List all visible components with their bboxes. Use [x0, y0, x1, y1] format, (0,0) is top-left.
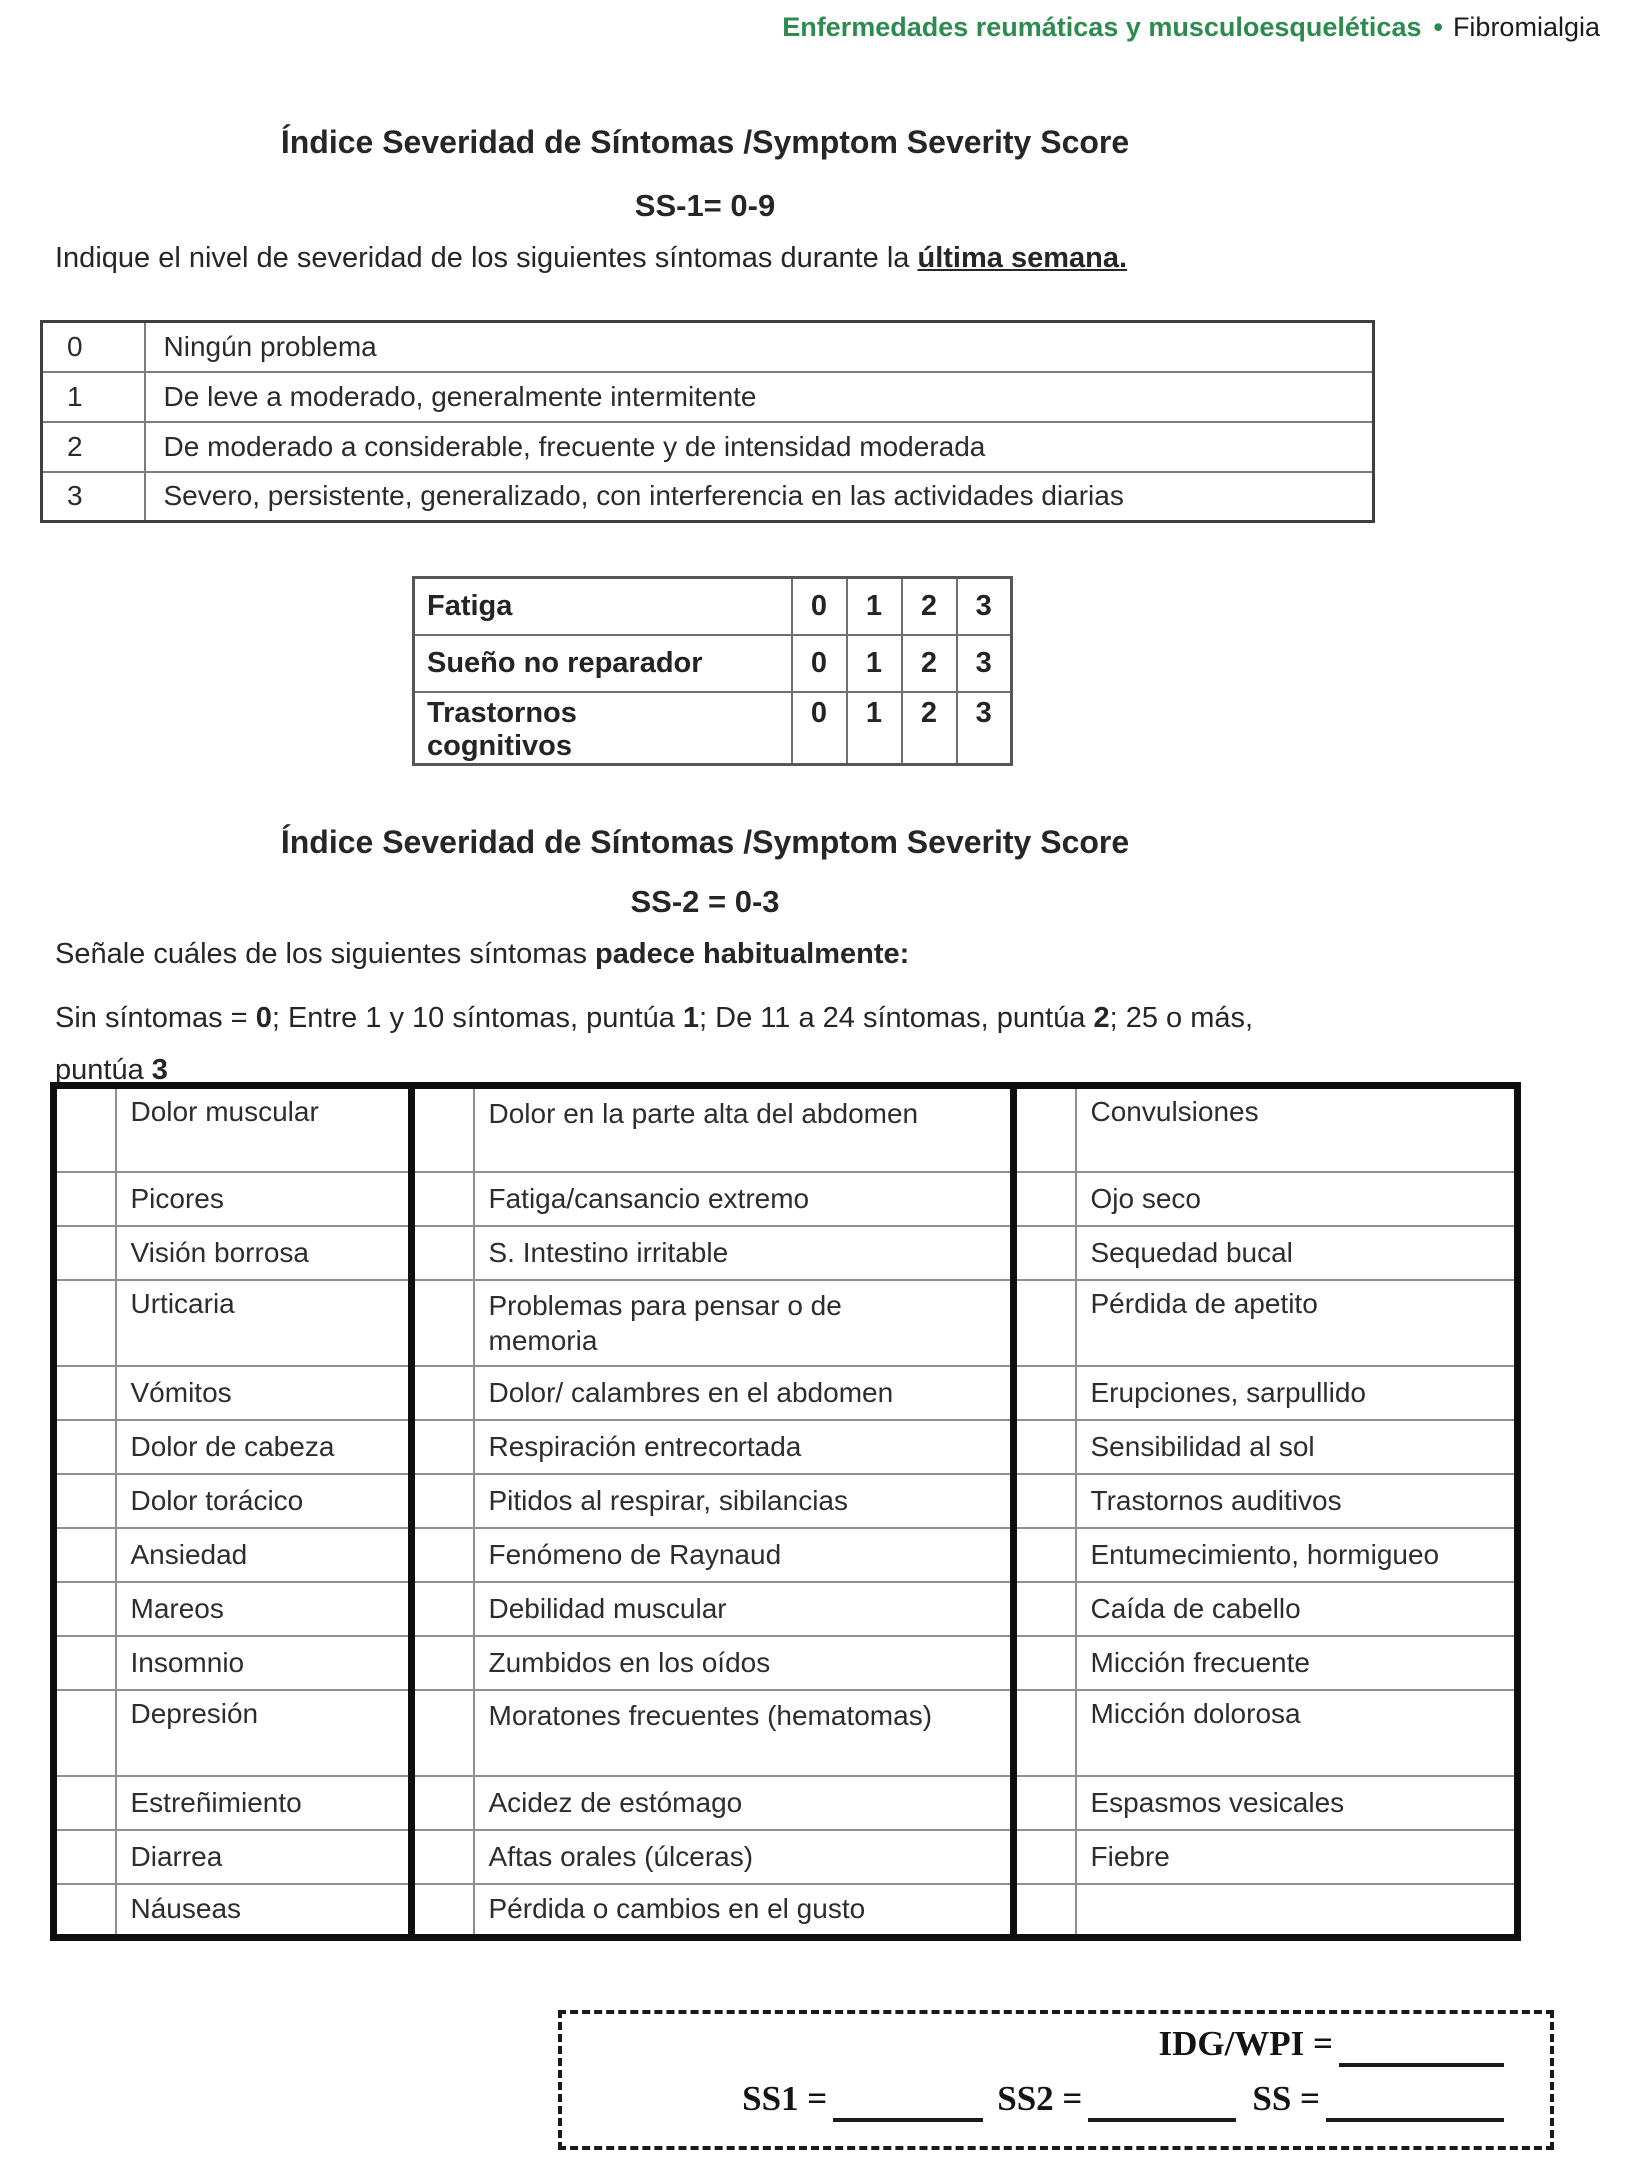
legend-description: De leve a moderado, generalmente intermitente	[145, 372, 1374, 422]
symptom-label: Micción dolorosa	[1076, 1690, 1518, 1776]
ss1-option-1[interactable]: 1	[847, 635, 902, 692]
ss1-row	[414, 578, 1012, 635]
legend-score: 3	[42, 472, 145, 522]
ss1-option-0[interactable]: 0	[792, 578, 847, 635]
checkbox-cell[interactable]	[54, 1636, 116, 1690]
header-topic: Fibromialgia	[1452, 12, 1600, 42]
checkbox-cell[interactable]	[1014, 1528, 1076, 1582]
instruction-text: Indique el nivel de severidad de los siguientes síntomas durante la	[55, 242, 918, 274]
symptom-label: Moratones frecuentes (hematomas)	[474, 1690, 1014, 1776]
legend-row	[42, 322, 1374, 372]
checklist-row	[54, 1226, 1518, 1280]
checklist-row	[54, 1366, 1518, 1420]
checkbox-cell[interactable]	[54, 1582, 116, 1636]
symptom-label: Respiración entrecortada	[474, 1420, 1014, 1474]
section1-subtitle: SS-1= 0-9	[634, 188, 776, 223]
symptom-label: Pérdida o cambios en el gusto	[474, 1884, 1014, 1938]
symptom-checklist-table	[50, 1082, 1521, 1941]
checkbox-cell[interactable]	[54, 1366, 116, 1420]
symptom-label: Sequedad bucal	[1076, 1226, 1518, 1280]
checklist-row	[54, 1830, 1518, 1884]
checkbox-cell[interactable]	[54, 1420, 116, 1474]
ss1-option-3[interactable]: 3	[957, 692, 1012, 765]
symptom-label: Aftas orales (úlceras)	[474, 1830, 1014, 1884]
symptom-label	[1076, 1884, 1518, 1938]
checklist-row	[54, 1420, 1518, 1474]
symptom-label: Fenómeno de Raynaud	[474, 1528, 1014, 1582]
section2-instruction-1: Señale cuáles de los siguientes síntomas padece habitualmente:	[55, 938, 910, 970]
symptom-label: S. Intestino irritable	[474, 1226, 1014, 1280]
symptom-label: Ansiedad	[116, 1528, 412, 1582]
checkbox-cell[interactable]	[412, 1636, 474, 1690]
ss1-symptom-label: Sueño no reparador	[414, 635, 792, 692]
idg-blank-field[interactable]	[1339, 2037, 1504, 2067]
checkbox-cell[interactable]	[412, 1528, 474, 1582]
symptom-label: Trastornos auditivos	[1076, 1474, 1518, 1528]
ss2-blank-field[interactable]	[1088, 2092, 1236, 2122]
ss1-option-3[interactable]: 3	[957, 635, 1012, 692]
checkbox-cell[interactable]	[1014, 1280, 1076, 1366]
symptom-label: Dolor muscular	[116, 1086, 412, 1172]
checkbox-cell[interactable]	[412, 1884, 474, 1938]
checkbox-cell[interactable]	[54, 1172, 116, 1226]
checkbox-cell[interactable]	[412, 1830, 474, 1884]
checklist-row	[54, 1280, 1518, 1366]
symptom-label: Entumecimiento, hormigueo	[1076, 1528, 1518, 1582]
ss1-option-0[interactable]: 0	[792, 692, 847, 765]
legend-description: De moderado a considerable, frecuente y de intensidad moderada	[145, 422, 1374, 472]
checkbox-cell[interactable]	[54, 1086, 116, 1172]
ss1-option-1[interactable]: 1	[847, 578, 902, 635]
checkbox-cell[interactable]	[412, 1366, 474, 1420]
symptom-label: Micción frecuente	[1076, 1636, 1518, 1690]
checklist-row	[54, 1474, 1518, 1528]
legend-description: Ningún problema	[145, 322, 1374, 372]
ss1-option-2[interactable]: 2	[902, 692, 957, 765]
page-header	[782, 12, 1600, 43]
checkbox-cell[interactable]	[1014, 1830, 1076, 1884]
symptom-label: Dolor de cabeza	[116, 1420, 412, 1474]
legend-score: 0	[42, 322, 145, 372]
ss1-option-2[interactable]: 2	[902, 578, 957, 635]
checklist-row	[54, 1636, 1518, 1690]
checklist-row	[54, 1690, 1518, 1776]
symptom-label: Convulsiones	[1076, 1086, 1518, 1172]
ss2-label: SS2 =	[997, 2079, 1083, 2118]
symptom-label: Picores	[116, 1172, 412, 1226]
checkbox-cell[interactable]	[1014, 1884, 1076, 1938]
legend-row	[42, 472, 1374, 522]
symptom-label: Fiebre	[1076, 1830, 1518, 1884]
ss1-option-1[interactable]: 1	[847, 692, 902, 765]
checklist-row	[54, 1086, 1518, 1172]
checklist-row	[54, 1776, 1518, 1830]
checkbox-cell[interactable]	[54, 1690, 116, 1776]
checkbox-cell[interactable]	[54, 1528, 116, 1582]
ss-blank-field[interactable]	[1326, 2092, 1504, 2122]
severity-legend-table	[40, 320, 1375, 523]
symptom-label: Problemas para pensar o de memoria	[474, 1280, 1014, 1366]
checkbox-cell[interactable]	[54, 1280, 116, 1366]
ss1-option-3[interactable]: 3	[957, 578, 1012, 635]
symptom-label: Náuseas	[116, 1884, 412, 1938]
checkbox-cell[interactable]	[54, 1830, 116, 1884]
legend-row	[42, 372, 1374, 422]
section1-title: Índice Severidad de Síntomas /Symptom Severity Score	[280, 124, 1130, 160]
checkbox-cell[interactable]	[54, 1226, 116, 1280]
checkbox-cell[interactable]	[412, 1172, 474, 1226]
section2-subtitle: SS-2 = 0-3	[630, 884, 780, 919]
symptom-label: Espasmos vesicales	[1076, 1776, 1518, 1830]
checkbox-cell[interactable]	[1014, 1226, 1076, 1280]
checkbox-cell[interactable]	[54, 1474, 116, 1528]
checkbox-cell[interactable]	[412, 1474, 474, 1528]
checkbox-cell[interactable]	[1014, 1636, 1076, 1690]
symptom-label: Dolor/ calambres en el abdomen	[474, 1366, 1014, 1420]
legend-score: 2	[42, 422, 145, 472]
symptom-label: Dolor en la parte alta del abdomen	[474, 1086, 1014, 1172]
checkbox-cell[interactable]	[412, 1226, 474, 1280]
checkbox-cell[interactable]	[54, 1884, 116, 1938]
checkbox-cell[interactable]	[1014, 1366, 1076, 1420]
section2-instruction-2: Sin síntomas = 0; Entre 1 y 10 síntomas, puntúa 1; De 11 a 24 síntomas, puntúa 2; 25 o más, puntúa 3	[55, 1002, 1254, 1086]
header-category: Enfermedades reumáticas y musculoesqueléticas	[782, 12, 1422, 42]
checkbox-cell[interactable]	[54, 1776, 116, 1830]
checkbox-cell[interactable]	[412, 1420, 474, 1474]
symptom-label: Fatiga/cansancio extremo	[474, 1172, 1014, 1226]
checkbox-cell[interactable]	[412, 1280, 474, 1366]
ss-label: SS =	[1252, 2079, 1320, 2118]
symptom-label: Erupciones, sarpullido	[1076, 1366, 1518, 1420]
checkbox-cell[interactable]	[412, 1690, 474, 1776]
symptom-label: Sensibilidad al sol	[1076, 1420, 1518, 1474]
symptom-label: Estreñimiento	[116, 1776, 412, 1830]
ss1-label: SS1 =	[742, 2079, 828, 2118]
symptom-label: Mareos	[116, 1582, 412, 1636]
checkbox-cell[interactable]	[1014, 1776, 1076, 1830]
idg-row	[562, 2024, 1510, 2067]
symptom-label: Ojo seco	[1076, 1172, 1518, 1226]
instruction-emphasis: última semana.	[917, 242, 1128, 274]
legend-description: Severo, persistente, generalizado, con interferencia en las actividades diarias	[145, 472, 1374, 522]
symptom-label: Vómitos	[116, 1366, 412, 1420]
ss1-row	[414, 692, 1012, 765]
checklist-row	[54, 1528, 1518, 1582]
checkbox-cell[interactable]	[412, 1582, 474, 1636]
symptom-label: Urticaria	[116, 1280, 412, 1366]
checkbox-cell[interactable]	[412, 1776, 474, 1830]
checklist-row	[54, 1582, 1518, 1636]
legend-score: 1	[42, 372, 145, 422]
checkbox-cell[interactable]	[1014, 1582, 1076, 1636]
symptom-label: Depresión	[116, 1690, 412, 1776]
symptom-label: Visión borrosa	[116, 1226, 412, 1280]
symptom-label: Acidez de estómago	[474, 1776, 1014, 1830]
symptom-label: Zumbidos en los oídos	[474, 1636, 1014, 1690]
checkbox-cell[interactable]	[412, 1086, 474, 1172]
section1-instruction	[55, 242, 1127, 275]
section2-title: Índice Severidad de Síntomas /Symptom Severity Score	[280, 824, 1130, 860]
ss1-row	[414, 635, 1012, 692]
checklist-row	[54, 1884, 1518, 1938]
symptom-label: Pitidos al respirar, sibilancias	[474, 1474, 1014, 1528]
checkbox-cell[interactable]	[1014, 1474, 1076, 1528]
symptom-label: Insomnio	[116, 1636, 412, 1690]
ss1-option-0[interactable]: 0	[792, 635, 847, 692]
ss-row	[562, 2079, 1510, 2122]
score-summary-box	[558, 2010, 1554, 2150]
bullet-icon: •	[1433, 12, 1443, 42]
checkbox-cell[interactable]	[1014, 1086, 1076, 1172]
symptom-label: Diarrea	[116, 1830, 412, 1884]
checkbox-cell[interactable]	[1014, 1172, 1076, 1226]
symptom-label: Pérdida de apetito	[1076, 1280, 1518, 1366]
checkbox-cell[interactable]	[1014, 1690, 1076, 1776]
ss1-blank-field[interactable]	[833, 2092, 983, 2122]
legend-row	[42, 422, 1374, 472]
checklist-row	[54, 1172, 1518, 1226]
symptom-label: Dolor torácico	[116, 1474, 412, 1528]
idg-label: IDG/WPI =	[1158, 2024, 1333, 2063]
checkbox-cell[interactable]	[1014, 1420, 1076, 1474]
ss1-symptom-label: Fatiga	[414, 578, 792, 635]
ss1-symptom-table	[412, 576, 1013, 766]
symptom-label: Debilidad muscular	[474, 1582, 1014, 1636]
ss1-option-2[interactable]: 2	[902, 635, 957, 692]
symptom-label: Caída de cabello	[1076, 1582, 1518, 1636]
ss1-symptom-label: Trastornos cognitivos	[414, 692, 792, 765]
